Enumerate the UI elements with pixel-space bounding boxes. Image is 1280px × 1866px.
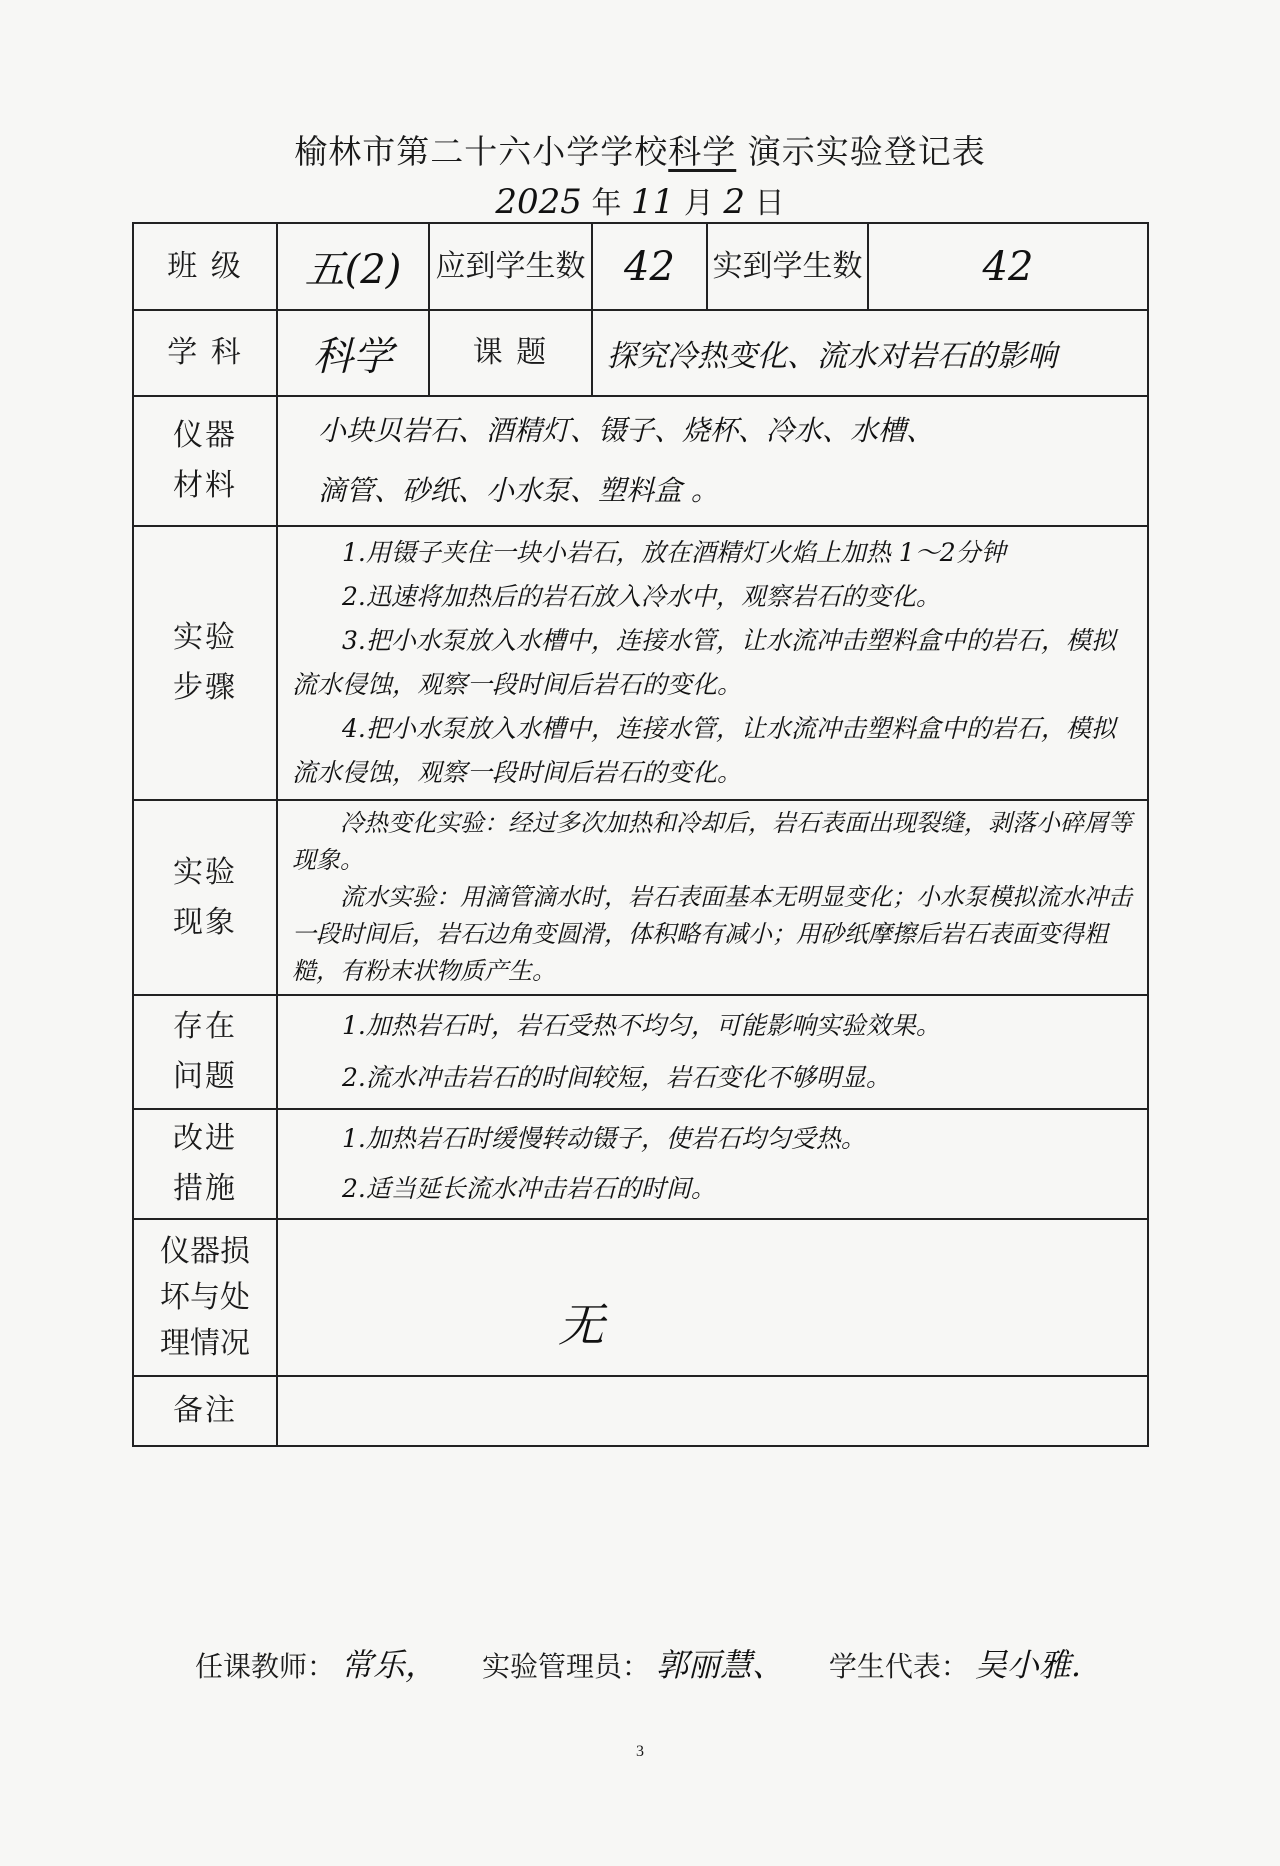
- phenomenon-item: 冷热变化实验：经过多次加热和冷却后，岩石表面出现裂缝，剥落小碎屑等现象。: [292, 809, 1132, 874]
- materials-label: 仪器 材料: [133, 396, 277, 526]
- row-steps: [133, 526, 1148, 800]
- date-month-label: 月: [683, 186, 714, 221]
- row-problems: [133, 995, 1148, 1109]
- expected-label: 应到学生数: [429, 223, 592, 310]
- damage-label: 仪器损 坏与处 理情况: [133, 1219, 277, 1376]
- title-subject: 科学: [668, 132, 737, 171]
- subject-value: 科学: [277, 310, 429, 396]
- signature-line: [195, 1640, 1155, 1686]
- step-item: 3.把小水泵放入水槽中，连接水管，让水流冲击塑料盒中的岩石，模拟流水侵蚀，观察一段时间后岩石的变化。: [292, 626, 1116, 699]
- form-date: [0, 178, 1280, 222]
- phenomenon-item: 流水实验：用滴管滴水时，岩石表面基本无明显变化；小水泵模拟流水冲击一段时间后，岩石边角变圆滑，体积略有减小；用砂纸摩擦后岩石表面变得粗糙，有粉末状物质产生。: [292, 883, 1132, 985]
- problem-item: 2.流水冲击岩石的时间较短，岩石变化不够明显。: [342, 1063, 891, 1092]
- problems-label: 存在 问题: [133, 995, 277, 1109]
- step-item: 1.用镊子夹住一块小岩石，放在酒精灯火焰上加热 1～2分钟: [342, 538, 1006, 567]
- student-label: 学生代表：: [828, 1650, 969, 1683]
- steps-label: 实验 步骤: [133, 526, 277, 800]
- date-day: 2: [723, 182, 746, 222]
- class-label: 班 级: [133, 223, 277, 310]
- actual-value: 42: [868, 223, 1148, 310]
- row-class: [133, 223, 1148, 310]
- teacher-signature: 常乐，: [341, 1646, 438, 1684]
- topic-value: 探究冷热变化、流水对岩石的影响: [592, 310, 1148, 396]
- student-signature: 吴小雅.: [974, 1646, 1082, 1684]
- topic-label: 课 题: [429, 310, 592, 396]
- class-value: 五(2): [277, 223, 429, 310]
- improvement-item: 1.加热岩石时缓慢转动镊子，使岩石均匀受热。: [342, 1124, 866, 1153]
- title-suffix: 演示实验登记表: [747, 132, 986, 171]
- registration-table: [132, 222, 1149, 1447]
- page-number: 3: [636, 1743, 644, 1760]
- admin-label: 实验管理员：: [481, 1650, 650, 1683]
- subject-label: 学 科: [133, 310, 277, 396]
- form-title: [0, 126, 1280, 173]
- materials-line: 小块贝岩石、酒精灯、镊子、烧杯、冷水、水槽、: [318, 414, 935, 447]
- step-item: 4.把小水泵放入水槽中，连接水管，让水流冲击塑料盒中的岩石，模拟流水侵蚀，观察一段时间后岩石的变化。: [292, 714, 1116, 787]
- improve-label: 改进 措施: [133, 1109, 277, 1219]
- phenomena-value: [277, 800, 1148, 995]
- row-damage: [133, 1219, 1148, 1376]
- admin-signature: 郭丽慧、: [655, 1646, 784, 1684]
- problems-value: [277, 995, 1148, 1109]
- damage-value: 无: [277, 1219, 1148, 1376]
- problem-item: 1.加热岩石时，岩石受热不均匀，可能影响实验效果。: [342, 1011, 941, 1040]
- date-day-label: 日: [754, 186, 785, 221]
- row-remarks: [133, 1376, 1148, 1446]
- phenomena-label: 实验 现象: [133, 800, 277, 995]
- actual-label: 实到学生数: [707, 223, 868, 310]
- date-month: 11: [631, 182, 675, 222]
- step-item: 2.迅速将加热后的岩石放入冷水中，观察岩石的变化。: [342, 582, 941, 611]
- improvement-item: 2.适当延长流水冲击岩石的时间。: [342, 1174, 716, 1203]
- row-phenomena: [133, 800, 1148, 995]
- remarks-label: 备注: [133, 1376, 277, 1446]
- title-school: 榆林市第二十六小学学校: [294, 132, 669, 171]
- improve-value: [277, 1109, 1148, 1219]
- teacher-label: 任课教师：: [195, 1650, 336, 1683]
- row-materials: [133, 396, 1148, 526]
- row-improvements: [133, 1109, 1148, 1219]
- expected-value: 42: [592, 223, 707, 310]
- date-year-label: 年: [591, 186, 622, 221]
- materials-line: 滴管、砂纸、小水泵、塑料盒 。: [318, 474, 719, 507]
- remarks-value: [277, 1376, 1148, 1446]
- row-subject: [133, 310, 1148, 396]
- steps-value: [277, 526, 1148, 800]
- materials-value: [277, 396, 1148, 526]
- date-year: 2025: [495, 182, 582, 222]
